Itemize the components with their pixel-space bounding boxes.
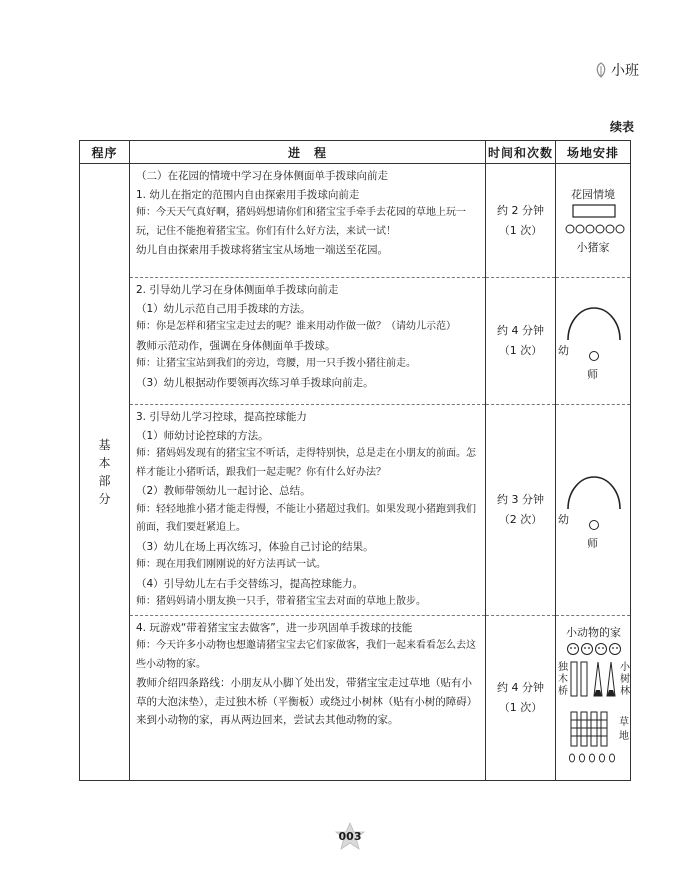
table-row xyxy=(80,164,631,278)
teacher-line: 师：你是怎样和猪宝宝走过去的呢？谁来用动作做一做？（请幼儿示范） xyxy=(136,321,456,332)
time-duration: 约 4 分钟 xyxy=(497,680,544,694)
teacher-line: 师：今天许多小动物也想邀请猪宝宝去它们家做客，我们一起来看看怎么去这些小动物的家。 xyxy=(136,640,476,670)
teacher-label: 师 xyxy=(587,536,598,550)
table-row xyxy=(80,405,631,616)
semicircle-formation xyxy=(564,300,624,344)
process-line: （2）教师带领幼儿一起讨论、总结。 xyxy=(136,485,311,497)
process-line: （二）在花园的情境中学习在身体侧面单手拨球向前走 xyxy=(136,170,388,182)
page-number-badge xyxy=(330,822,370,852)
process-line: （3）幼儿在场上再次练习，体验自己讨论的结果。 xyxy=(136,540,374,553)
child-label: 幼 xyxy=(558,344,569,357)
header-cell: 进 程 xyxy=(130,141,486,164)
teacher-line: 师：猪妈妈发现有的猪宝宝不听话，走得特别快，总是走在小朋友的前面。怎样才能让小猪听话，跟我们一起走呢？你有什么好办法？ xyxy=(136,448,476,478)
category-label: 小班 xyxy=(611,63,639,79)
process-line: 4. 玩游戏“带着猪宝宝去做客”，进一步巩固单手拨球的技能 xyxy=(136,621,413,634)
leaf-icon xyxy=(594,62,608,78)
site-cell xyxy=(556,615,631,780)
process-line: 教师介绍四条路线：小朋友从小脚丫处出发，带猪宝宝走过草地（贴有小草的大泡沫垫），走过独木桥（平衡板）或绕过小树林（贴有小树的障碍）来到小动物的家，再从两边回来，尝试去其他动物的家。 xyxy=(136,677,478,726)
site-bottom-label: 小猪家 xyxy=(576,241,610,254)
time-count: （1 次） xyxy=(498,344,543,357)
site-top-label: 小动物的家 xyxy=(566,626,621,639)
lesson-table xyxy=(79,140,631,781)
time-cell xyxy=(486,278,556,405)
site-cell xyxy=(556,278,631,405)
time-count: （1 次） xyxy=(498,700,543,714)
route-diagram xyxy=(568,660,620,770)
process-line: 教师示范动作，强调在身体侧面单手拨球。 xyxy=(136,339,336,352)
teacher-label: 师 xyxy=(587,368,598,381)
bridge-label: 独木桥 xyxy=(558,662,568,697)
time-cell xyxy=(486,405,556,616)
teacher-marker xyxy=(588,519,600,531)
continued-label: 续表 xyxy=(610,120,635,134)
process-cell xyxy=(130,278,486,405)
header-cell: 时间和次数 xyxy=(486,141,556,164)
teacher-line: 师：轻轻地推小猪才能走得慢，不能让小猪超过我们。如果发现小猪跑到我们前面，我们要赶紧追上。 xyxy=(136,503,476,533)
time-cell xyxy=(486,164,556,278)
time-duration: 约 2 分钟 xyxy=(497,203,544,217)
animal-homes-icon xyxy=(566,642,622,656)
process-cell xyxy=(130,164,486,278)
grass-label: 草地 xyxy=(619,717,629,742)
teacher-marker xyxy=(588,350,600,362)
page-number: 003 xyxy=(338,830,362,843)
time-duration: 约 4 分钟 xyxy=(497,324,544,337)
site-top-label: 花园情境 xyxy=(571,188,615,201)
teacher-line: 师：让猪宝宝站到我们的旁边，弯腰，用一只手拨小猪往前走。 xyxy=(136,358,416,369)
process-line: 幼儿自由探索用手拨球将猪宝宝从场地一端送至花园。 xyxy=(136,244,388,256)
semicircle-formation xyxy=(564,469,624,513)
phase-label: 基本部分 xyxy=(98,437,111,506)
process-line: （4）引导幼儿左右手交替练习，提高控球能力。 xyxy=(136,577,364,590)
site-cell xyxy=(556,405,631,616)
teacher-line: 师：今天天气真好啊，猪妈妈想请你们和猪宝宝手牵手去花园的草地上玩一玩，记住不能抱着猪宝宝。你们有什么好方法，来试一试！ xyxy=(136,207,466,237)
category-tag xyxy=(594,60,639,80)
site-cell xyxy=(556,164,631,278)
time-count: （1 次） xyxy=(498,223,543,237)
process-line: 3. 引导幼儿学习控球，提高控球能力 xyxy=(136,411,307,423)
garden-diagram xyxy=(560,202,626,236)
process-line: 1. 幼儿在指定的范围内自由探索用手拨球向前走 xyxy=(136,188,360,201)
forest-label: 小树林 xyxy=(620,662,630,697)
table-row xyxy=(80,615,631,780)
process-line: （1）师幼讨论控球的方法。 xyxy=(136,429,269,442)
process-line: 2. 引导幼儿学习在身体侧面单手拨球向前走 xyxy=(136,284,339,296)
teacher-line: 师：现在用我们刚刚说的好方法再试一试。 xyxy=(136,559,326,570)
teacher-line: 师：猪妈妈请小朋友换一只手，带着猪宝宝去对面的草地上散步。 xyxy=(136,596,426,607)
header-cell: 场地安排 xyxy=(556,141,631,164)
time-cell xyxy=(486,615,556,780)
table-header-row xyxy=(80,141,631,164)
time-duration: 约 3 分钟 xyxy=(497,492,544,506)
header-cell: 程序 xyxy=(80,141,130,164)
table-row xyxy=(80,278,631,405)
process-line: （1）幼儿示范自己用手拨球的方法。 xyxy=(136,302,311,315)
process-cell xyxy=(130,615,486,780)
process-line: （3）幼儿根据动作要领再次练习单手拨球向前走。 xyxy=(136,376,374,389)
process-cell xyxy=(130,405,486,616)
phase-cell xyxy=(80,164,130,781)
child-label: 幼 xyxy=(558,512,569,526)
time-count: （2 次） xyxy=(498,512,543,526)
